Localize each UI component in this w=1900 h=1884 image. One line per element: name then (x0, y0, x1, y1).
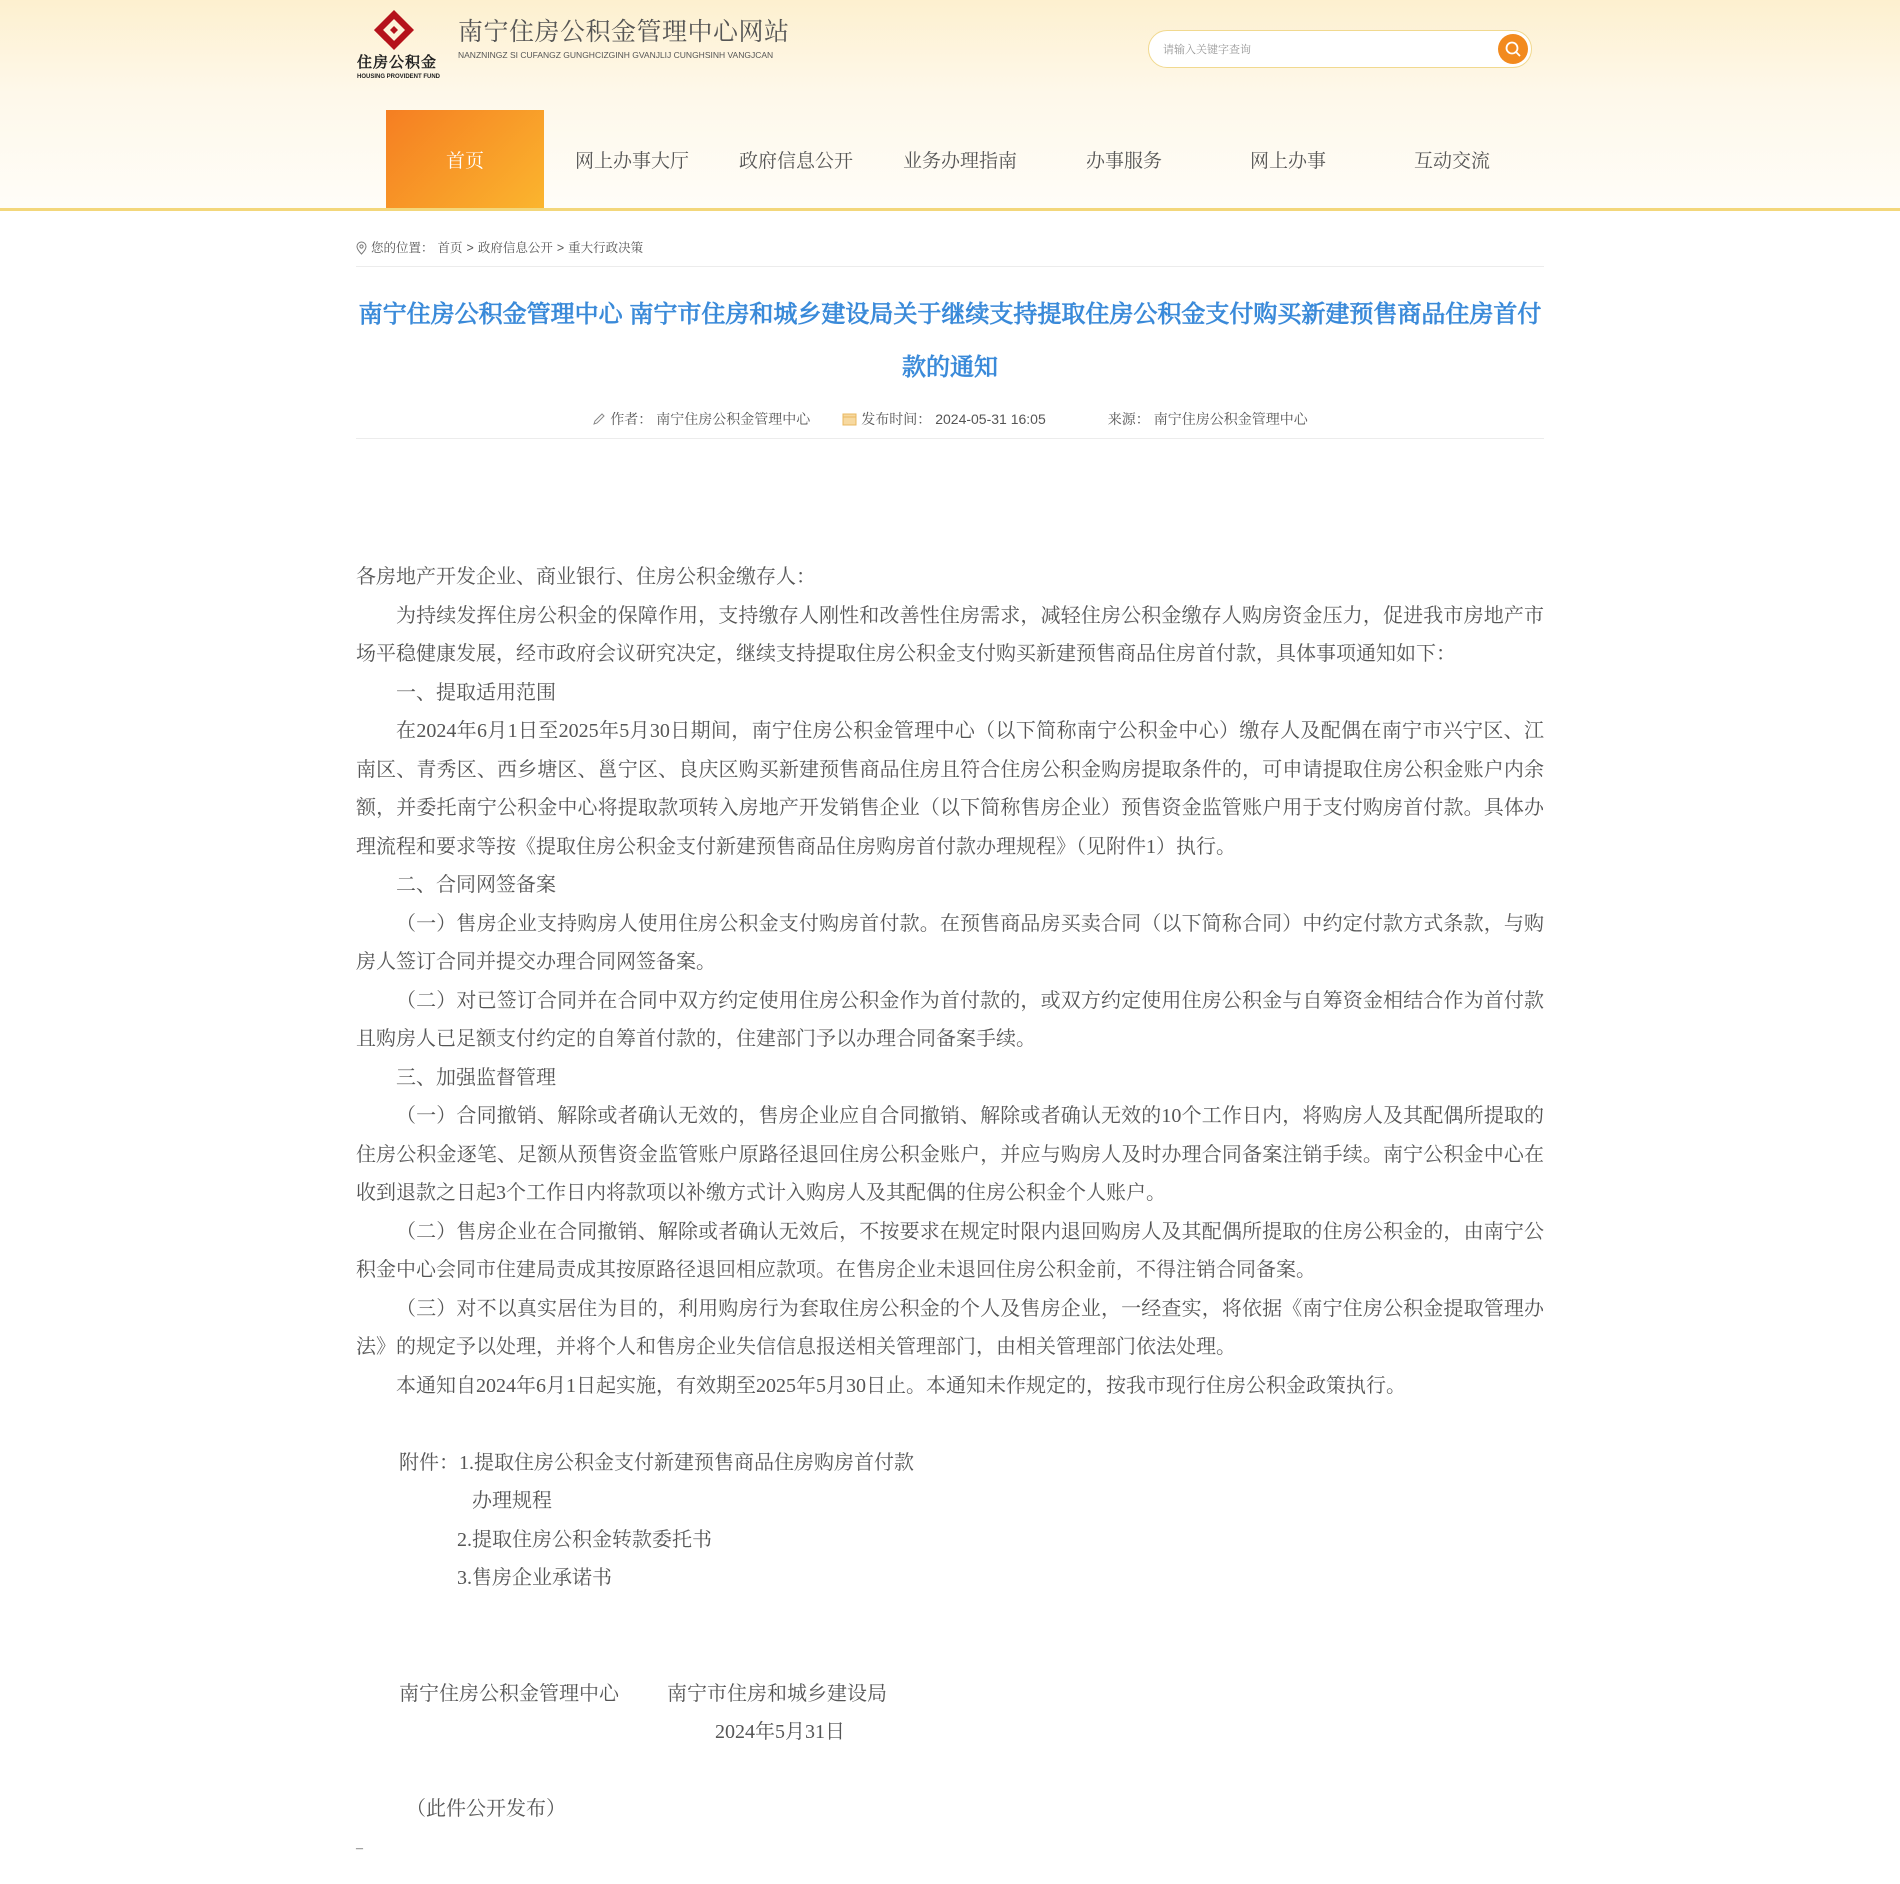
nav-gov-info[interactable]: 政府信息公开 (738, 150, 853, 172)
date-value: 2024-05-31 16:05 (935, 411, 1046, 427)
nav-interaction[interactable]: 互动交流 (1413, 150, 1490, 172)
paragraph: （一）售房企业支持购房人使用住房公积金支付购房首付款。在预售商品房买卖合同（以下简称合同）中约定付款方式条款，与购房人签订合同并提交办理合同网签备案。 (356, 912, 1544, 973)
paragraph: （三）对不以真实居住为目的，利用购房行为套取住房公积金的个人及售房企业，一经查实，将依据《南宁住房公积金提取管理办法》的规定予以处理，并将个人和售房企业失信信息报送相关管理部门，由相关管理部门依法处理。 (356, 1297, 1544, 1358)
signatory: 南宁住房公积金管理中心 (399, 1682, 619, 1705)
article-title: 南宁住房公积金管理中心 南宁市住房和城乡建设局关于继续支持提取住房公积金支付购买新建预售商品住房首付款的通知 (358, 301, 1542, 381)
attachment-link[interactable]: 1.提取住房公积金支付新建预售商品住房购房首付款 (459, 1451, 914, 1474)
section-heading: 一、提取适用范围 (396, 681, 556, 704)
site-pinyin: NANZNINGZ SI CUFANGZ GUNGHCIZGINH GVANJLIJ CUNGHSINH VANGJCAN (458, 50, 774, 60)
date-label: 发布时间： (861, 411, 932, 427)
site-header (0, 0, 1900, 211)
publish-note: （此件公开发布） (406, 1798, 566, 1820)
location-pin-icon (356, 241, 367, 255)
breadcrumb-prefix: 您的位置： (371, 241, 434, 255)
signatory: 南宁市住房和城乡建设局 (667, 1682, 887, 1705)
site-title: 南宁住房公积金管理中心网站 (458, 18, 790, 46)
breadcrumb-separator: > (466, 241, 474, 255)
breadcrumb-home[interactable]: 首页 (437, 241, 463, 255)
breadcrumb-gov-info[interactable]: 政府信息公开 (477, 241, 553, 255)
end-mark: – (356, 1840, 363, 1856)
breadcrumb (356, 239, 643, 257)
logo-text-cn: 住房公积金 (357, 54, 438, 71)
attachment-link[interactable]: 2.提取住房公积金转款委托书 (457, 1528, 712, 1551)
attachment-link-cont[interactable]: 办理规程 (472, 1490, 552, 1512)
attachment-link[interactable]: 3.售房企业承诺书 (457, 1567, 612, 1589)
nav-online-hall[interactable]: 网上办事大厅 (574, 150, 689, 172)
paragraph: 为持续发挥住房公积金的保障作用，支持缴存人刚性和改善性住房需求，减轻住房公积金缴存人购房资金压力，促进我市房地产市场平稳健康发展，经市政府会议研究决定，继续支持提取住房公积金支付购买新建预售商品住房首付款，具体事项通知如下： (356, 604, 1544, 665)
logo-text-en: HOUSING PROVIDENT FUND (357, 74, 441, 80)
calendar-icon (842, 412, 857, 426)
article-body (356, 558, 1544, 1859)
article-meta (356, 409, 1544, 429)
divider (356, 438, 1544, 439)
search-box (1148, 30, 1532, 68)
paragraph: （二）售房企业在合同撤销、解除或者确认无效后，不按要求在规定时限内退回购房人及其配偶所提取的住房公积金的，由南宁公积金中心会同市住建局责成其按原路径退回相应款项。在售房企业未退回住房公积金前，不得注销合同备案。 (356, 1220, 1544, 1281)
housing-fund-logo[interactable] (356, 8, 436, 52)
salutation: 各房地产开发企业、商业银行、住房公积金缴存人： (356, 566, 816, 588)
breadcrumb-separator: > (556, 241, 565, 255)
paragraph: （一）合同撤销、解除或者确认无效的，售房企业应自合同撤销、解除或者确认无效的10个工作日内，将购房人及其配偶所提取的住房公积金逐笔、足额从预售资金监管账户原路径退回住房公积金账户，并应与购房人及时办理合同备案注销手续。南宁公积金中心在收到退款之日起3个工作日内将款项以补缴方式计入购房人及其配偶的住房公积金个人账户。 (356, 1105, 1544, 1204)
sign-date: 2024年5月31日 (715, 1721, 845, 1743)
author-value: 南宁住房公积金管理中心 (656, 411, 811, 427)
nav-services[interactable]: 办事服务 (1085, 150, 1162, 172)
attachments (356, 1444, 1544, 1598)
nav-online-affairs[interactable]: 网上办事 (1249, 150, 1326, 172)
author-label: 作者： (610, 411, 653, 427)
nav-home[interactable]: 首页 (386, 110, 544, 208)
main-nav (386, 110, 1534, 208)
signatories (356, 1675, 1544, 1714)
nav-business-guide[interactable]: 业务办理指南 (902, 150, 1017, 172)
source-label: 来源： (1107, 411, 1150, 427)
search-icon (1504, 40, 1522, 58)
search-button[interactable] (1498, 34, 1528, 64)
source-value: 南宁住房公积金管理中心 (1153, 411, 1308, 427)
breadcrumb-current[interactable]: 重大行政决策 (568, 241, 644, 255)
paragraph: （二）对已签订合同并在合同中双方约定使用住房公积金作为首付款的，或双方约定使用住房公积金与自筹资金相结合作为首付款且购房人已足额支付约定的自筹首付款的，住建部门予以办理合同备案手续。 (356, 989, 1544, 1050)
divider (356, 266, 1544, 267)
attachments-label: 附件： (399, 1451, 459, 1474)
paragraph: 本通知自2024年6月1日起实施，有效期至2025年5月30日止。本通知未作规定的，按我市现行住房公积金政策执行。 (396, 1374, 1406, 1397)
section-heading: 二、合同网签备案 (396, 874, 556, 896)
paragraph: 在2024年6月1日至2025年5月30日期间，南宁住房公积金管理中心（以下简称南宁公积金中心）缴存人及配偶在南宁市兴宁区、江南区、青秀区、西乡塘区、邕宁区、良庆区购买新建预售商品住房且符合住房公积金购房提取条件的，可申请提取住房公积金账户内余额，并委托南宁公积金中心将提取款项转入房地产开发销售企业（以下简称售房企业）预售资金监管账户用于支付购房首付款。具体办理流程和要求等按《提取住房公积金支付新建预售商品住房购房首付款办理规程》（见附件1）执行。 (356, 720, 1544, 858)
search-input[interactable] (1161, 39, 1485, 61)
section-heading: 三、加强监督管理 (396, 1066, 556, 1089)
pen-icon (592, 412, 606, 426)
